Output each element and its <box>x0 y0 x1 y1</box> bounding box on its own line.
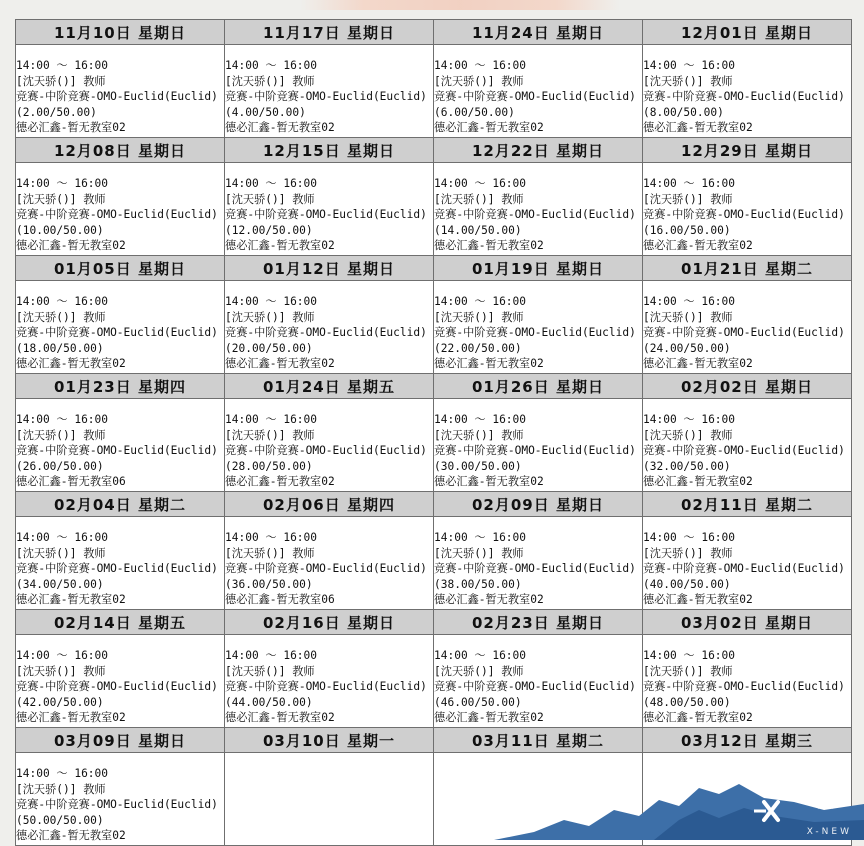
session-time: 14:00 ～ 16:00 <box>434 413 527 426</box>
session-time: 14:00 ～ 16:00 <box>16 649 109 662</box>
date-header-row <box>16 256 852 281</box>
session-teacher: [沈天骄()] 教师 <box>643 546 733 560</box>
session-cell <box>643 635 852 728</box>
session-progress: (4.00/50.00) <box>225 105 306 119</box>
session-time: 14:00 ～ 16:00 <box>16 177 109 190</box>
date-header: 02月04日 星期二 <box>16 492 225 517</box>
session-teacher: [沈天骄()] 教师 <box>16 428 106 442</box>
logo-mark: 教育 <box>816 800 836 811</box>
date-header: 01月12日 星期日 <box>225 256 434 281</box>
session-progress: (28.00/50.00) <box>225 459 313 473</box>
session-course: 竞赛-中阶竞赛-OMO-Euclid(Euclid) <box>225 208 427 221</box>
session-teacher: [沈天骄()] 教师 <box>225 664 315 678</box>
session-progress: (34.00/50.00) <box>16 577 104 591</box>
session-cell <box>434 635 643 728</box>
session-room: 德必汇鑫-暂无教室02 <box>16 829 126 842</box>
session-room: 德必汇鑫-暂无教室06 <box>225 593 335 606</box>
date-header: 02月09日 星期日 <box>434 492 643 517</box>
date-header: 03月10日 星期一 <box>225 728 434 753</box>
session-room: 德必汇鑫-暂无教室02 <box>434 121 544 134</box>
session-time: 14:00 ～ 16:00 <box>643 177 736 190</box>
session-time: 14:00 ～ 16:00 <box>225 295 318 308</box>
session-progress: (12.00/50.00) <box>225 223 313 237</box>
session-room: 德必汇鑫-暂无教室02 <box>225 711 335 724</box>
session-course: 竞赛-中阶竞赛-OMO-Euclid(Euclid) <box>16 326 218 339</box>
session-time: 14:00 ～ 16:00 <box>434 177 527 190</box>
session-progress: (40.00/50.00) <box>643 577 731 591</box>
session-cell <box>643 517 852 610</box>
date-header-row <box>16 492 852 517</box>
session-time: 14:00 ～ 16:00 <box>434 649 527 662</box>
session-time: 14:00 ～ 16:00 <box>16 767 109 780</box>
session-course: 竞赛-中阶竞赛-OMO-Euclid(Euclid) <box>434 680 636 693</box>
date-header: 01月23日 星期四 <box>16 374 225 399</box>
session-room: 德必汇鑫-暂无教室02 <box>16 593 126 606</box>
session-progress: (24.00/50.00) <box>643 341 731 355</box>
session-cell <box>225 281 434 374</box>
session-course: 竞赛-中阶竞赛-OMO-Euclid(Euclid) <box>16 444 218 457</box>
session-teacher: [沈天骄()] 教师 <box>225 546 315 560</box>
session-teacher: [沈天骄()] 教师 <box>434 664 524 678</box>
session-progress: (50.00/50.00) <box>16 813 104 827</box>
session-time: 14:00 ～ 16:00 <box>643 295 736 308</box>
date-header: 11月17日 星期日 <box>225 20 434 45</box>
session-course: 竞赛-中阶竞赛-OMO-Euclid(Euclid) <box>643 208 845 221</box>
date-header: 02月11日 星期二 <box>643 492 852 517</box>
session-course: 竞赛-中阶竞赛-OMO-Euclid(Euclid) <box>16 90 218 103</box>
session-time: 14:00 ～ 16:00 <box>225 531 318 544</box>
session-row <box>16 635 852 728</box>
session-room: 德必汇鑫-暂无教室02 <box>225 357 335 370</box>
date-header: 11月10日 星期日 <box>16 20 225 45</box>
session-course: 竞赛-中阶竞赛-OMO-Euclid(Euclid) <box>434 208 636 221</box>
session-course: 竞赛-中阶竞赛-OMO-Euclid(Euclid) <box>225 444 427 457</box>
session-room: 德必汇鑫-暂无教室02 <box>16 711 126 724</box>
session-room: 德必汇鑫-暂无教室02 <box>434 475 544 488</box>
session-teacher: [沈天骄()] 教师 <box>16 546 106 560</box>
session-room: 德必汇鑫-暂无教室02 <box>225 121 335 134</box>
session-progress: (8.00/50.00) <box>643 105 724 119</box>
date-header: 01月19日 星期日 <box>434 256 643 281</box>
session-course: 竞赛-中阶竞赛-OMO-Euclid(Euclid) <box>16 680 218 693</box>
session-time: 14:00 ～ 16:00 <box>16 413 109 426</box>
session-room: 德必汇鑫-暂无教室02 <box>434 239 544 252</box>
session-time: 14:00 ～ 16:00 <box>225 177 318 190</box>
date-header: 02月23日 星期日 <box>434 610 643 635</box>
date-header: 11月24日 星期日 <box>434 20 643 45</box>
session-progress: (44.00/50.00) <box>225 695 313 709</box>
session-course: 竞赛-中阶竞赛-OMO-Euclid(Euclid) <box>434 562 636 575</box>
date-header: 02月06日 星期四 <box>225 492 434 517</box>
date-header-row <box>16 610 852 635</box>
session-progress: (16.00/50.00) <box>643 223 731 237</box>
session-time: 14:00 ～ 16:00 <box>434 295 527 308</box>
session-cell <box>16 45 225 138</box>
session-cell <box>225 45 434 138</box>
session-cell <box>434 399 643 492</box>
session-teacher: [沈天骄()] 教师 <box>434 428 524 442</box>
date-header: 12月15日 星期日 <box>225 138 434 163</box>
session-teacher: [沈天骄()] 教师 <box>225 428 315 442</box>
session-progress: (46.00/50.00) <box>434 695 522 709</box>
date-header: 12月08日 星期日 <box>16 138 225 163</box>
session-progress: (20.00/50.00) <box>225 341 313 355</box>
session-row <box>16 163 852 256</box>
session-room: 德必汇鑫-暂无教室02 <box>16 239 126 252</box>
session-teacher: [沈天骄()] 教师 <box>434 546 524 560</box>
date-header: 03月02日 星期日 <box>643 610 852 635</box>
session-time: 14:00 ～ 16:00 <box>16 295 109 308</box>
session-time: 14:00 ～ 16:00 <box>225 649 318 662</box>
session-room: 德必汇鑫-暂无教室02 <box>643 239 753 252</box>
session-course: 竞赛-中阶竞赛-OMO-Euclid(Euclid) <box>434 90 636 103</box>
session-progress: (26.00/50.00) <box>16 459 104 473</box>
session-teacher: [沈天骄()] 教师 <box>643 664 733 678</box>
session-cell <box>16 399 225 492</box>
date-header-row <box>16 138 852 163</box>
session-cell <box>643 399 852 492</box>
session-progress: (32.00/50.00) <box>643 459 731 473</box>
session-room: 德必汇鑫-暂无教室02 <box>643 711 753 724</box>
session-progress: (22.00/50.00) <box>434 341 522 355</box>
session-teacher: [沈天骄()] 教师 <box>643 192 733 206</box>
session-course: 竞赛-中阶竞赛-OMO-Euclid(Euclid) <box>643 680 845 693</box>
session-cell <box>434 45 643 138</box>
session-teacher: [沈天骄()] 教师 <box>434 192 524 206</box>
session-room: 德必汇鑫-暂无教室02 <box>16 357 126 370</box>
session-cell <box>225 517 434 610</box>
session-course: 竞赛-中阶竞赛-OMO-Euclid(Euclid) <box>643 562 845 575</box>
date-header-row <box>16 374 852 399</box>
session-row <box>16 45 852 138</box>
date-header: 03月09日 星期日 <box>16 728 225 753</box>
session-teacher: [沈天骄()] 教师 <box>225 74 315 88</box>
empty-cell <box>225 753 434 846</box>
date-header: 01月24日 星期五 <box>225 374 434 399</box>
session-cell <box>225 635 434 728</box>
session-progress: (36.00/50.00) <box>225 577 313 591</box>
date-header: 02月02日 星期日 <box>643 374 852 399</box>
logo-text: X-NEW <box>806 827 852 837</box>
session-progress: (10.00/50.00) <box>16 223 104 237</box>
session-teacher: [沈天骄()] 教师 <box>16 192 106 206</box>
session-cell <box>16 281 225 374</box>
date-header-row <box>16 20 852 45</box>
date-header: 12月01日 星期日 <box>643 20 852 45</box>
session-teacher: [沈天骄()] 教师 <box>225 192 315 206</box>
session-progress: (14.00/50.00) <box>434 223 522 237</box>
session-cell <box>16 753 225 846</box>
session-progress: (30.00/50.00) <box>434 459 522 473</box>
session-progress: (38.00/50.00) <box>434 577 522 591</box>
session-row <box>16 281 852 374</box>
session-teacher: [沈天骄()] 教师 <box>16 782 106 796</box>
session-time: 14:00 ～ 16:00 <box>225 59 318 72</box>
session-course: 竞赛-中阶竞赛-OMO-Euclid(Euclid) <box>225 562 427 575</box>
session-teacher: [沈天骄()] 教师 <box>16 310 106 324</box>
session-cell <box>434 163 643 256</box>
session-room: 德必汇鑫-暂无教室02 <box>434 711 544 724</box>
date-header: 01月21日 星期二 <box>643 256 852 281</box>
session-teacher: [沈天骄()] 教师 <box>434 310 524 324</box>
date-header: 03月12日 星期三 <box>643 728 852 753</box>
session-progress: (42.00/50.00) <box>16 695 104 709</box>
session-course: 竞赛-中阶竞赛-OMO-Euclid(Euclid) <box>643 90 845 103</box>
date-header: 12月29日 星期日 <box>643 138 852 163</box>
session-room: 德必汇鑫-暂无教室02 <box>225 475 335 488</box>
session-teacher: [沈天骄()] 教师 <box>643 428 733 442</box>
session-course: 竞赛-中阶竞赛-OMO-Euclid(Euclid) <box>225 680 427 693</box>
session-time: 14:00 ～ 16:00 <box>16 59 109 72</box>
session-cell <box>16 517 225 610</box>
session-course: 竞赛-中阶竞赛-OMO-Euclid(Euclid) <box>643 326 845 339</box>
date-header: 03月11日 星期二 <box>434 728 643 753</box>
session-room: 德必汇鑫-暂无教室06 <box>16 475 126 488</box>
session-course: 竞赛-中阶竞赛-OMO-Euclid(Euclid) <box>434 326 636 339</box>
session-time: 14:00 ～ 16:00 <box>643 413 736 426</box>
date-header: 01月26日 星期日 <box>434 374 643 399</box>
session-time: 14:00 ～ 16:00 <box>225 413 318 426</box>
session-course: 竞赛-中阶竞赛-OMO-Euclid(Euclid) <box>434 444 636 457</box>
session-cell <box>434 517 643 610</box>
session-cell <box>225 163 434 256</box>
session-room: 德必汇鑫-暂无教室02 <box>643 593 753 606</box>
session-teacher: [沈天骄()] 教师 <box>643 310 733 324</box>
session-cell <box>16 635 225 728</box>
session-time: 14:00 ～ 16:00 <box>434 59 527 72</box>
date-header: 02月16日 星期日 <box>225 610 434 635</box>
session-room: 德必汇鑫-暂无教室02 <box>16 121 126 134</box>
session-room: 德必汇鑫-暂无教室02 <box>434 593 544 606</box>
session-room: 德必汇鑫-暂无教室02 <box>643 357 753 370</box>
session-time: 14:00 ～ 16:00 <box>643 649 736 662</box>
session-progress: (18.00/50.00) <box>16 341 104 355</box>
session-teacher: [沈天骄()] 教师 <box>16 74 106 88</box>
date-header: 01月05日 星期日 <box>16 256 225 281</box>
session-cell <box>434 281 643 374</box>
schedule-table <box>15 19 852 846</box>
session-time: 14:00 ～ 16:00 <box>16 531 109 544</box>
logo-icon <box>746 796 856 826</box>
session-progress: (6.00/50.00) <box>434 105 515 119</box>
session-teacher: [沈天骄()] 教师 <box>434 74 524 88</box>
session-row <box>16 517 852 610</box>
session-cell <box>225 399 434 492</box>
date-header: 12月22日 星期日 <box>434 138 643 163</box>
session-cell <box>643 163 852 256</box>
session-time: 14:00 ～ 16:00 <box>643 59 736 72</box>
session-teacher: [沈天骄()] 教师 <box>225 310 315 324</box>
session-cell <box>16 163 225 256</box>
session-progress: (2.00/50.00) <box>16 105 97 119</box>
session-room: 德必汇鑫-暂无教室02 <box>225 239 335 252</box>
schedule-body <box>16 20 852 846</box>
top-decoration <box>300 0 620 10</box>
session-course: 竞赛-中阶竞赛-OMO-Euclid(Euclid) <box>225 90 427 103</box>
session-cell <box>643 281 852 374</box>
session-row <box>16 399 852 492</box>
session-teacher: [沈天骄()] 教师 <box>16 664 106 678</box>
session-room: 德必汇鑫-暂无教室02 <box>643 121 753 134</box>
session-room: 德必汇鑫-暂无教室02 <box>643 475 753 488</box>
session-course: 竞赛-中阶竞赛-OMO-Euclid(Euclid) <box>16 562 218 575</box>
session-course: 竞赛-中阶竞赛-OMO-Euclid(Euclid) <box>16 208 218 221</box>
session-cell <box>643 45 852 138</box>
session-course: 竞赛-中阶竞赛-OMO-Euclid(Euclid) <box>16 798 218 811</box>
session-course: 竞赛-中阶竞赛-OMO-Euclid(Euclid) <box>225 326 427 339</box>
session-time: 14:00 ～ 16:00 <box>434 531 527 544</box>
session-progress: (48.00/50.00) <box>643 695 731 709</box>
date-header: 02月14日 星期五 <box>16 610 225 635</box>
session-teacher: [沈天骄()] 教师 <box>643 74 733 88</box>
session-time: 14:00 ～ 16:00 <box>643 531 736 544</box>
date-header-row <box>16 728 852 753</box>
session-course: 竞赛-中阶竞赛-OMO-Euclid(Euclid) <box>643 444 845 457</box>
session-room: 德必汇鑫-暂无教室02 <box>434 357 544 370</box>
